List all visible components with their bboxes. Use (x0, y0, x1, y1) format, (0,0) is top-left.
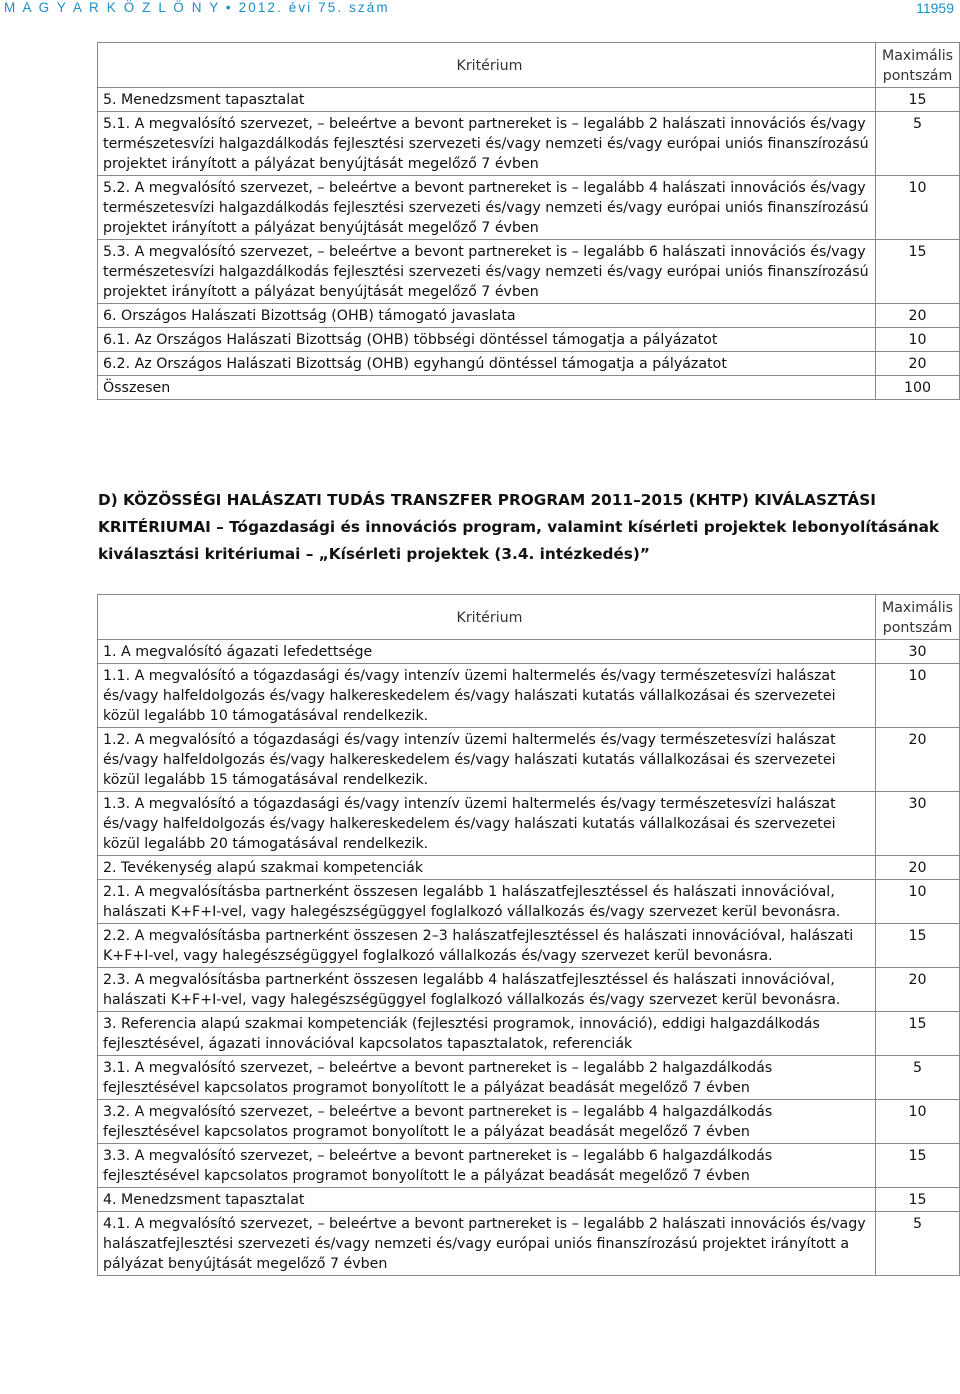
points-value: 5 (876, 112, 960, 176)
points-value: 15 (876, 924, 960, 968)
criteria-table-2 (97, 594, 960, 1276)
criterion-text: 5. Menedzsment tapasztalat (98, 88, 876, 112)
criterion-text: 5.2. A megvalósító szervezet, – beleértve a bevont partnereket is – legalább 4 halászati innovációs és/vagy természetesvízi halgazdálkodás fejlesztési szervezeti és/vagy nemzeti és/vagy európai uniós finanszírozású projektet irányított a pályázat benyújtását megelőző 7 évben (98, 176, 876, 240)
points-value: 20 (876, 352, 960, 376)
table-row (98, 856, 960, 880)
criterion-text: 3.3. A megvalósító szervezet, – beleértve a bevont partnereket is – legalább 6 halgazdálkodás fejlesztésével kapcsolatos programot bonyolított le a pályázat beadását megelőző 7 évben (98, 1144, 876, 1188)
points-value: 10 (876, 1100, 960, 1144)
criterion-text: 2.1. A megvalósításba partnerként összesen legalább 1 halászatfejlesztéssel és halászati innovációval, halászati K+F+I-vel, vagy halegészségüggyel foglalkozó vállalkozás és/vagy szervezet kerül bevonásra. (98, 880, 876, 924)
table-row (98, 240, 960, 304)
points-value: 15 (876, 1188, 960, 1212)
criterion-text: 1.1. A megvalósító a tógazdasági és/vagy intenzív üzemi haltermelés és/vagy természetesvízi halászat és/vagy halfeldolgozás és/vagy halkereskedelem és/vagy halászati kutatás vállalkozásai és szervezetei közül legalább 10 támogatásával rendelkezik. (98, 664, 876, 728)
table-row (98, 176, 960, 240)
points-value: 20 (876, 304, 960, 328)
criterion-text: 6. Országos Halászati Bizottság (OHB) támogató javaslata (98, 304, 876, 328)
table-row (98, 352, 960, 376)
table-row (98, 328, 960, 352)
table-row (98, 968, 960, 1012)
criterion-text: 4.1. A megvalósító szervezet, – beleértve a bevont partnereket is – legalább 2 halászati innovációs és/vagy halászatfejlesztési szervezeti és/vagy nemzeti és/vagy európai uniós finanszírozású projektet irányított a pályázat benyújtását megelőző 7 évben (98, 1212, 876, 1276)
table-row (98, 664, 960, 728)
criterion-text: 3.2. A megvalósító szervezet, – beleértve a bevont partnereket is – legalább 4 halgazdálkodás fejlesztésével kapcsolatos programot bonyolított le a pályázat beadását megelőző 7 évben (98, 1100, 876, 1144)
table-row (98, 880, 960, 924)
points-value: 10 (876, 328, 960, 352)
criterion-text: 1.3. A megvalósító a tógazdasági és/vagy intenzív üzemi haltermelés és/vagy természetesvízi halászat és/vagy halfeldolgozás és/vagy halkereskedelem és/vagy halászati kutatás vállalkozásai és szervezetei közül legalább 20 támogatásával rendelkezik. (98, 792, 876, 856)
table-header-row (98, 43, 960, 88)
criterion-text: 6.2. Az Országos Halászati Bizottság (OHB) egyhangú döntéssel támogatja a pályázatot (98, 352, 876, 376)
criterion-text: 2.2. A megvalósításba partnerként összesen 2–3 halászatfejlesztéssel és halászati innovációval, halászati K+F+I-vel, vagy halegészségüggyel foglalkozó vállalkozás és/vagy szervezet kerül bevonásra. (98, 924, 876, 968)
points-value: 15 (876, 1144, 960, 1188)
points-value: 10 (876, 176, 960, 240)
table-header-row (98, 595, 960, 640)
table-row (98, 88, 960, 112)
criterion-text: 1.2. A megvalósító a tógazdasági és/vagy intenzív üzemi haltermelés és/vagy természetesvízi halászat és/vagy halfeldolgozás és/vagy halkereskedelem és/vagy halászati kutatás vállalkozásai és szervezetei közül legalább 15 támogatásával rendelkezik. (98, 728, 876, 792)
table-row (98, 792, 960, 856)
criterion-text: 1. A megvalósító ágazati lefedettsége (98, 640, 876, 664)
points-value: 5 (876, 1056, 960, 1100)
points-value: 10 (876, 664, 960, 728)
total-value: 100 (876, 376, 960, 400)
points-value: 20 (876, 856, 960, 880)
criterion-text: 5.1. A megvalósító szervezet, – beleértve a bevont partnereket is – legalább 2 halászati innovációs és/vagy természetesvízi halgazdálkodás fejlesztési szervezeti és/vagy nemzeti és/vagy európai uniós finanszírozású projektet irányított a pályázat benyújtását megelőző 7 évben (98, 112, 876, 176)
criterion-text: 5.3. A megvalósító szervezet, – beleértve a bevont partnereket is – legalább 6 halászati innovációs és/vagy természetesvízi halgazdálkodás fejlesztési szervezeti és/vagy nemzeti és/vagy európai uniós finanszírozású projektet irányított a pályázat benyújtását megelőző 7 évben (98, 240, 876, 304)
points-value: 15 (876, 1012, 960, 1056)
table-row (98, 728, 960, 792)
total-label: Összesen (98, 376, 876, 400)
points-value: 5 (876, 1212, 960, 1276)
table-row (98, 1188, 960, 1212)
points-value: 20 (876, 968, 960, 1012)
points-value: 15 (876, 88, 960, 112)
table-total-row (98, 376, 960, 400)
page-number: 11959 (916, 0, 954, 16)
criterion-text: 6.1. Az Országos Halászati Bizottság (OHB) többségi döntéssel támogatja a pályázatot (98, 328, 876, 352)
table-row (98, 1144, 960, 1188)
points-value: 30 (876, 640, 960, 664)
section-title: D) KÖZÖSSÉGI HALÁSZATI TUDÁS TRANSZFER PROGRAM 2011–2015 (KHTP) KIVÁLASZTÁSI KRITÉRIUMAI – Tógazdasági és innovációs program, valamint kísérleti projektek lebonyolításának kiválasztási kritériumai – „Kísérleti projektek (3.4. intézkedés)” (98, 491, 940, 563)
column-header-points: Maximális pontszám (876, 43, 960, 88)
page-header (0, 0, 960, 22)
column-header-criterion: Kritérium (98, 43, 876, 88)
table-row (98, 1212, 960, 1276)
criterion-text: 4. Menedzsment tapasztalat (98, 1188, 876, 1212)
table-row (98, 640, 960, 664)
table-row (98, 924, 960, 968)
column-header-points: Maximális pontszám (876, 595, 960, 640)
criteria-table-1 (97, 42, 960, 400)
criterion-text: 3. Referencia alapú szakmai kompetenciák (fejlesztési programok, innováció), eddigi halgazdálkodás fejlesztésével, ágazati innovációval kapcsolatos tapasztalatok, referenciák (98, 1012, 876, 1056)
points-value: 20 (876, 728, 960, 792)
criterion-text: 2.3. A megvalósításba partnerként összesen legalább 4 halászatfejlesztéssel és halászati innovációval, halászati K+F+I-vel, vagy halegészségüggyel foglalkozó vállalkozás és/vagy szervezet kerül bevonásra. (98, 968, 876, 1012)
points-value: 30 (876, 792, 960, 856)
table-row (98, 1056, 960, 1100)
table-row (98, 112, 960, 176)
points-value: 10 (876, 880, 960, 924)
table-row (98, 1100, 960, 1144)
table-row (98, 304, 960, 328)
points-value: 15 (876, 240, 960, 304)
table-row (98, 1012, 960, 1056)
criterion-text: 3.1. A megvalósító szervezet, – beleértve a bevont partnereket is – legalább 2 halgazdálkodás fejlesztésével kapcsolatos programot bonyolított le a pályázat beadását megelőző 7 évben (98, 1056, 876, 1100)
criterion-text: 2. Tevékenység alapú szakmai kompetenciák (98, 856, 876, 880)
column-header-criterion: Kritérium (98, 595, 876, 640)
journal-title: M A G Y A R K Ö Z L Ö N Y • 2012. évi 75. szám (4, 0, 390, 15)
